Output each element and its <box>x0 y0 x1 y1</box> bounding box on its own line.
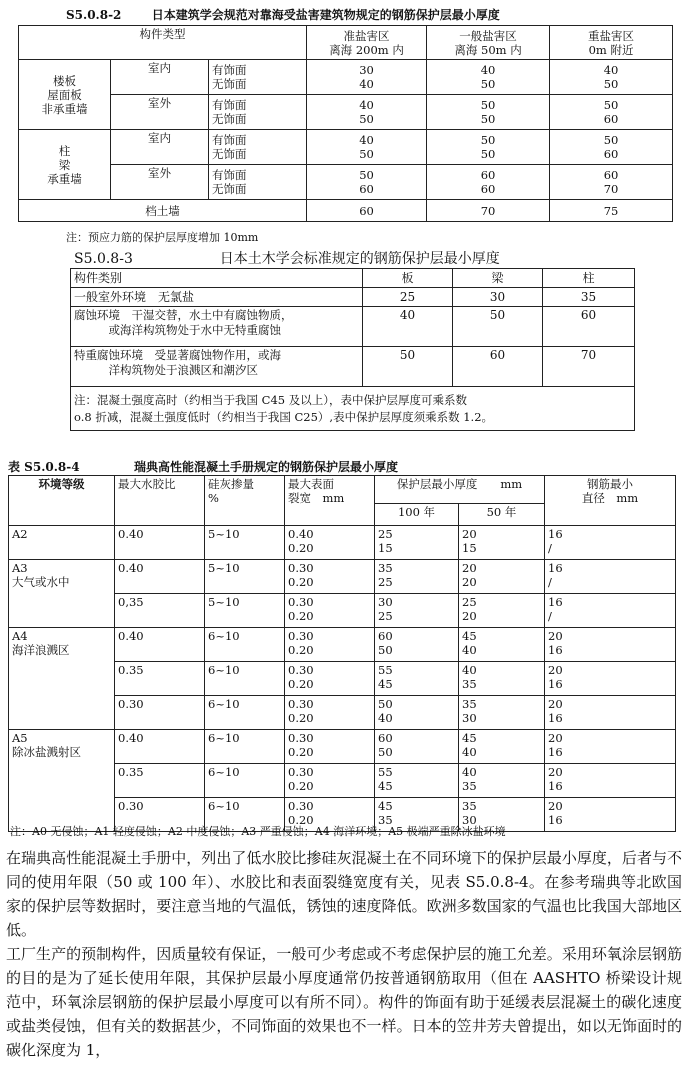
t3-cell: 0.30 <box>115 798 205 832</box>
table1-note: 注：预应力筋的保护层厚度增加 10mm <box>66 231 259 244</box>
t3-cell: 50 40 <box>375 696 459 730</box>
t3-cell: 45 40 <box>459 628 545 662</box>
t3-cell: 40 35 <box>459 764 545 798</box>
t2-row-label: 特重腐蚀环境 受显著腐蚀物作用，或海 洋构筑物处于浪溅区和潮汐区 <box>71 347 363 387</box>
t2-cell: 25 <box>363 288 453 307</box>
t3-cell: 0.30 0.20 <box>285 662 375 696</box>
t3-cell: 20 16 <box>545 798 676 832</box>
t1-finish: 有饰面 无饰面 <box>209 60 307 95</box>
t3-cell: 45 40 <box>459 730 545 764</box>
t1-cell: 50 60 <box>550 95 673 130</box>
t3-cell: 55 45 <box>375 662 459 696</box>
t3-cell: 0,35 <box>115 594 205 628</box>
t3-header-crack: 最大表面 裂宽 mm <box>285 476 375 526</box>
t1-finish: 有饰面 无饰面 <box>209 130 307 165</box>
table3-title: 瑞典高性能混凝土手册规定的钢筋保护层最小厚度 <box>133 460 398 474</box>
t3-header-sf: 硅灰掺量 % <box>205 476 285 526</box>
t1-header-zone2: 一般盐害区 离海 50m 内 <box>427 26 550 60</box>
t1-retaining-wall: 档土墙 <box>19 200 307 222</box>
paragraph-1: 在瑞典高性能混凝土手册中，列出了低水胶比掺硅灰混凝土在不同环境下的保护层最小厚度，后者与不同的使用年限（50 或 100 年）、水胶比和表面裂缝宽度有关，见表 S5.0.8-4。在参考瑞典等北欧国家的保护层等数据时，要注意当地的气温低，锈蚀的速度降低。欧洲多数国家的气温也比我国大部地区低。 <box>6 849 682 939</box>
t1-env: 室外 <box>111 165 209 200</box>
t3-cell: 0.30 0.20 <box>285 798 375 832</box>
t3-cell: 20 15 <box>459 526 545 560</box>
t2-header: 构件类别 <box>71 269 363 288</box>
t2-cell: 30 <box>453 288 543 307</box>
t1-cell: 40 50 <box>307 130 427 165</box>
t3-env: A4 海洋浪溅区 <box>9 628 115 730</box>
t1-cell: 50 60 <box>307 165 427 200</box>
t2-cell: 60 <box>543 307 635 347</box>
t2-row-label: 腐蚀环境 干湿交替，水土中有腐蚀物质， 或海洋构筑物处于水中无特重腐蚀 <box>71 307 363 347</box>
t1-cell: 50 50 <box>427 95 550 130</box>
t1-cell: 75 <box>550 200 673 222</box>
t1-cell: 50 50 <box>427 130 550 165</box>
t3-cell: 6~10 <box>205 662 285 696</box>
t3-cell: 20 20 <box>459 560 545 594</box>
t3-cell: 25 20 <box>459 594 545 628</box>
t3-cell: 5~10 <box>205 526 285 560</box>
table2 <box>70 268 635 431</box>
t3-cell: 60 50 <box>375 730 459 764</box>
t3-cell: 0.30 0.20 <box>285 764 375 798</box>
t3-cell: 6~10 <box>205 730 285 764</box>
t3-cell: 0.30 0.20 <box>285 696 375 730</box>
t1-finish: 有饰面 无饰面 <box>209 95 307 130</box>
t1-finish: 有饰面 无饰面 <box>209 165 307 200</box>
t2-header: 板 <box>363 269 453 288</box>
t1-cell: 30 40 <box>307 60 427 95</box>
t1-cell: 40 50 <box>307 95 427 130</box>
t3-cell: 0.30 <box>115 696 205 730</box>
t3-env: A2 <box>9 526 115 560</box>
t3-cell: 0.40 <box>115 526 205 560</box>
t3-header-dia: 钢筋最小 直径 mm <box>545 476 676 526</box>
table3-caption <box>8 458 398 475</box>
table2-number: S5.0.8-3 <box>74 251 133 267</box>
t3-cell: 0.30 0.20 <box>285 730 375 764</box>
t1-cell: 60 60 <box>427 165 550 200</box>
t3-cell: 45 35 <box>375 798 459 832</box>
t3-cell: 35 30 <box>459 696 545 730</box>
t3-cell: 0.30 0.20 <box>285 560 375 594</box>
t3-cell: 0.35 <box>115 662 205 696</box>
t2-cell: 70 <box>543 347 635 387</box>
t3-cell: 20 16 <box>545 628 676 662</box>
t3-cell: 20 16 <box>545 764 676 798</box>
table2-caption <box>74 248 500 268</box>
t3-cell: 35 25 <box>375 560 459 594</box>
t3-cell: 20 16 <box>545 730 676 764</box>
t3-header-100y: 100 年 <box>375 504 459 526</box>
t3-cell: 5~10 <box>205 560 285 594</box>
t3-cell: 6~10 <box>205 628 285 662</box>
table2-title: 日本土木学会标准规定的钢筋保护层最小厚度 <box>219 251 500 267</box>
t3-cell: 35 30 <box>459 798 545 832</box>
t3-cell: 6~10 <box>205 798 285 832</box>
t1-header-zone1: 准盐害区 离海 200m 内 <box>307 26 427 60</box>
paragraph-2: 工厂生产的预制构件，因质量较有保证，一般可少考虑或不考虑保护层的施工允差。采用环氧涂层钢筋的目的是为了延长使用年限，其保护层最小厚度通常仍按普通钢筋取用（但在 AASHTO 桥梁设计规范中，环氧涂层钢筋的保护层最小厚度可以有所不同）。构件的饰面有助于延缓表层混凝土的碳化速度或盐类侵蚀，但有关的数据甚少，不同饰面的效果也不一样。日本的笠井芳夫曾提出，如以无饰面时的碳化深度为 1， <box>6 945 682 1059</box>
t1-cell: 50 60 <box>550 130 673 165</box>
table3-note: 注：A0 无侵蚀；A1 轻度侵蚀；A2 中度侵蚀；A3 严重侵蚀；A4 海洋环境；A5 极端严重除冰盐环境 <box>10 825 506 838</box>
t2-cell: 50 <box>363 347 453 387</box>
t3-cell: 0.40 0.20 <box>285 526 375 560</box>
t3-cell: 0.30 0.20 <box>285 594 375 628</box>
t1-group-column: 柱 梁 承重墙 <box>19 130 111 200</box>
t3-env: A5 除冰盐溅射区 <box>9 730 115 832</box>
t1-header-type: 构件类型 <box>19 26 307 60</box>
t3-cell: 25 15 <box>375 526 459 560</box>
t2-cell: 60 <box>453 347 543 387</box>
t3-cell: 40 35 <box>459 662 545 696</box>
t3-header-cover: 保护层最小厚度 mm <box>375 476 545 504</box>
t1-cell: 70 <box>427 200 550 222</box>
t3-env: A3 大气或水中 <box>9 560 115 628</box>
table2-note: 注：混凝土强度高时（约相当于我国 C45 及以上），表中保护层厚度可乘系数 o.8 折减，混凝土强度低时（约相当于我国 C25）,表中保护层厚度须乘系数 1.2。 <box>71 387 635 431</box>
t1-cell: 60 70 <box>550 165 673 200</box>
t1-group-slab: 楼板 屋面板 非承重墙 <box>19 60 111 130</box>
table3 <box>8 475 676 832</box>
t3-cell: 0.40 <box>115 560 205 594</box>
table1-title: 日本建筑学会规范对靠海受盐害建筑物规定的钢筋保护层最小厚度 <box>151 8 500 22</box>
t3-cell: 20 16 <box>545 662 676 696</box>
t3-header-wc: 最大水胶比 <box>115 476 205 526</box>
t3-cell: 55 45 <box>375 764 459 798</box>
t3-header-50y: 50 年 <box>459 504 545 526</box>
t1-cell: 40 50 <box>427 60 550 95</box>
t3-cell: 20 16 <box>545 696 676 730</box>
t2-cell: 50 <box>453 307 543 347</box>
t3-cell: 16 / <box>545 560 676 594</box>
t1-cell: 40 50 <box>550 60 673 95</box>
t1-cell: 60 <box>307 200 427 222</box>
t3-cell: 0.30 0.20 <box>285 628 375 662</box>
t3-cell: 0.35 <box>115 764 205 798</box>
t3-header-env: 环境等级 <box>9 476 115 526</box>
t2-header: 梁 <box>453 269 543 288</box>
t1-env: 室内 <box>111 130 209 165</box>
t3-cell: 30 25 <box>375 594 459 628</box>
t2-cell: 40 <box>363 307 453 347</box>
t3-cell: 6~10 <box>205 696 285 730</box>
t3-cell: 60 50 <box>375 628 459 662</box>
table1 <box>18 25 673 222</box>
t1-env: 室外 <box>111 95 209 130</box>
t1-header-zone3: 重盐害区 0m 附近 <box>550 26 673 60</box>
t3-cell: 5~10 <box>205 594 285 628</box>
t3-cell: 6~10 <box>205 764 285 798</box>
t3-cell: 16 / <box>545 526 676 560</box>
t3-cell: 0.40 <box>115 628 205 662</box>
t2-row-label: 一般室外环境 无氯盐 <box>71 288 363 307</box>
table1-number: S5.0.8-2 <box>66 8 122 22</box>
t2-cell: 35 <box>543 288 635 307</box>
t2-header: 柱 <box>543 269 635 288</box>
t3-cell: 0.40 <box>115 730 205 764</box>
t3-cell: 16 / <box>545 594 676 628</box>
table3-number: 表 S5.0.8-4 <box>8 460 80 474</box>
t1-env: 室内 <box>111 60 209 95</box>
table1-caption <box>66 6 500 23</box>
